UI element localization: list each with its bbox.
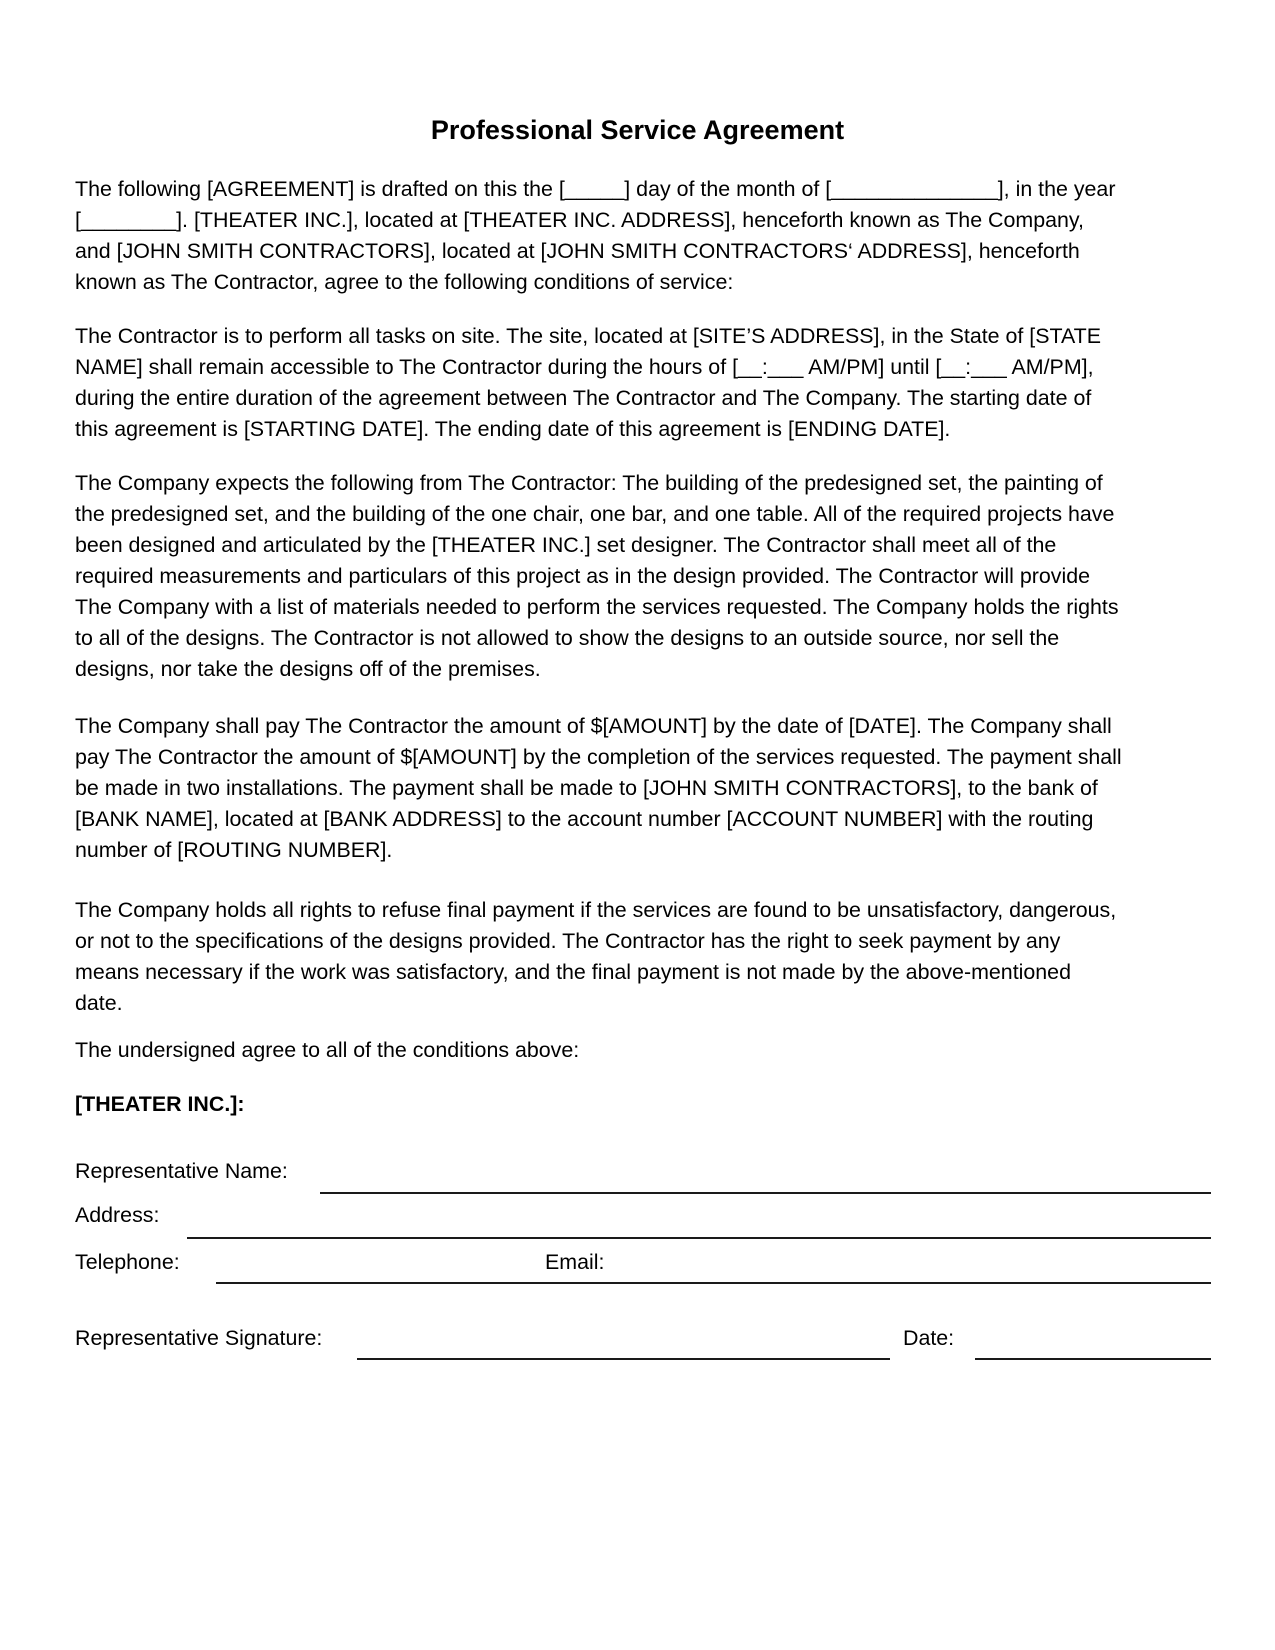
- text-line: to all of the designs. The Contractor is not allowed to show the designs to an outside source, nor sell the: [75, 626, 1060, 650]
- paragraph-payment: [75, 711, 1205, 866]
- text-line: this agreement is [STARTING DATE]. The ending date of this agreement is [ENDING DATE].: [75, 417, 951, 441]
- text-line: date.: [75, 991, 123, 1015]
- date-label: Date:: [903, 1326, 955, 1350]
- text-line: The following [AGREEMENT] is drafted on this the [_____] day of the month of [______________], in the year: [75, 177, 1116, 201]
- text-line: required measurements and particulars of this project as in the design provided. The Contractor will provide: [75, 564, 1090, 588]
- text-line: designs, nor take the designs off of the premises.: [75, 657, 541, 681]
- text-line: pay The Contractor the amount of $[AMOUNT] by the completion of the services requested. The payment shall: [75, 745, 1122, 769]
- text-line: The Contractor is to perform all tasks on site. The site, located at [SITE’S ADDRESS], in the State of [STATE: [75, 324, 1101, 348]
- paragraph-parties: [75, 174, 1205, 298]
- text-line: NAME] shall remain accessible to The Contractor during the hours of [__:___ AM/PM] until [__:___ AM/PM],: [75, 355, 1094, 379]
- text-line: number of [ROUTING NUMBER].: [75, 838, 393, 862]
- text-line: The Company expects the following from The Contractor: The building of the predesigned set, the painting of: [75, 471, 1103, 495]
- paragraph-refusal-rights: [75, 895, 1205, 1019]
- text-line: known as The Contractor, agree to the following conditions of service:: [75, 270, 734, 294]
- address-field[interactable]: [187, 1237, 1211, 1239]
- text-line: been designed and articulated by the [THEATER INC.] set designer. The Contractor shall meet all of the: [75, 533, 1057, 557]
- telephone-label: Telephone:: [75, 1250, 180, 1274]
- text-line: the predesigned set, and the building of the one chair, one bar, and one table. All of the required projects have: [75, 502, 1115, 526]
- representative-name-field[interactable]: [320, 1192, 1211, 1194]
- representative-signature-label: Representative Signature:: [75, 1326, 323, 1350]
- signature-party-heading: [THEATER INC.]:: [75, 1092, 245, 1116]
- text-line: during the entire duration of the agreement between The Contractor and The Company. The starting date of: [75, 386, 1092, 410]
- text-line: or not to the specifications of the designs provided. The Contractor has the right to seek payment by any: [75, 929, 1061, 953]
- email-label: Email:: [545, 1250, 605, 1274]
- text-line: The Company holds all rights to refuse final payment if the services are found to be unsatisfactory, dangerous,: [75, 898, 1117, 922]
- address-label: Address:: [75, 1203, 160, 1227]
- document-title: Professional Service Agreement: [430, 115, 845, 145]
- text-line: be made in two installations. The payment shall be made to [JOHN SMITH CONTRACTORS], to the bank of: [75, 776, 1098, 800]
- paragraph-agreement-statement: [75, 1035, 1205, 1066]
- text-line: The Company shall pay The Contractor the amount of $[AMOUNT] by the date of [DATE]. The Company shall: [75, 714, 1112, 738]
- representative-name-label: Representative Name:: [75, 1159, 288, 1183]
- representative-signature-field[interactable]: [357, 1358, 890, 1360]
- text-line: and [JOHN SMITH CONTRACTORS], located at [JOHN SMITH CONTRACTORS‘ ADDRESS], henceforth: [75, 239, 1080, 263]
- text-line: [BANK NAME], located at [BANK ADDRESS] to the account number [ACCOUNT NUMBER] with the routing: [75, 807, 1094, 831]
- telephone-field[interactable]: [216, 1282, 356, 1284]
- text-line: The undersigned agree to all of the conditions above:: [75, 1038, 580, 1062]
- text-line: [________]. [THEATER INC.], located at [THEATER INC. ADDRESS], henceforth known as The Company,: [75, 208, 1084, 232]
- text-line: means necessary if the work was satisfactory, and the final payment is not made by the above-mentioned: [75, 960, 1071, 984]
- date-field[interactable]: [975, 1358, 1211, 1360]
- text-line: The Company with a list of materials needed to perform the services requested. The Company holds the rights: [75, 595, 1119, 619]
- email-field[interactable]: [356, 1282, 1211, 1284]
- paragraph-site-and-dates: [75, 321, 1205, 445]
- paragraph-scope-of-work: [75, 468, 1205, 685]
